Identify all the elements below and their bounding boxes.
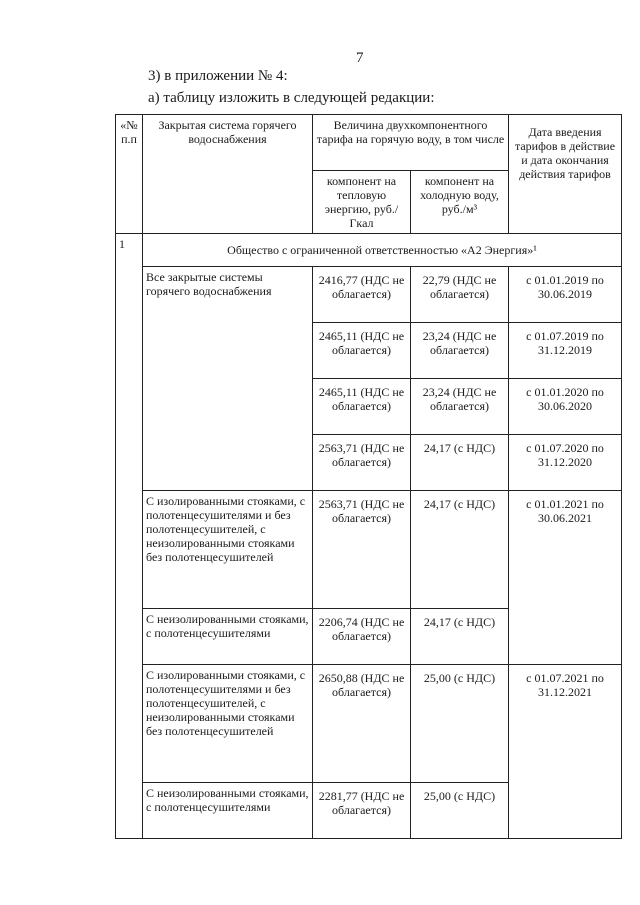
system-all: Все закрытые системы горячего водоснабжения (143, 267, 313, 491)
tariff-cold: 24,17 (с НДС) (411, 491, 509, 609)
system-uninsulated: С неизолированными стояками, с полотенцесушителями (143, 783, 313, 839)
tariff-cold: 22,79 (НДС не облагается) (411, 267, 509, 323)
header-dates: Дата введения тарифов в действие и дата окончания действия тарифов (509, 115, 622, 234)
row-number: 1 (116, 234, 143, 839)
tariff-table (115, 114, 622, 839)
tariff-cold: 23,24 (НДС не облагается) (411, 323, 509, 379)
tariff-period: с 01.01.2019 по 30.06.2019 (509, 267, 622, 323)
tariff-period: с 01.01.2021 по 30.06.2021 (509, 491, 622, 665)
header-heat-component: компонент на тепловую энергию, руб./Гкал (313, 171, 411, 234)
tariff-period: с 01.07.2021 по 31.12.2021 (509, 665, 622, 839)
tariff-heat: 2650,88 (НДС не облагается) (313, 665, 411, 783)
tariff-heat: 2563,71 (НДС не облагается) (313, 435, 411, 491)
header-system: Закрытая система горячего водоснабжения (143, 115, 313, 234)
system-insulated: С изолированными стояками, с полотенцесушителями и без полотенцесушителей, с неизолированными стояками без полотенцесушителей (143, 665, 313, 783)
amendment-item: 3) в приложении № 4: (148, 68, 288, 84)
header-cold-component: компонент на холодную воду, руб./м³ (411, 171, 509, 234)
header-tariff: Величина двухкомпонентного тарифа на горячую воду, в том числе (313, 115, 509, 171)
tariff-period: с 01.07.2020 по 31.12.2020 (509, 435, 622, 491)
tariff-heat: 2206,74 (НДС не облагается) (313, 609, 411, 665)
system-insulated: С изолированными стояками, с полотенцесушителями и без полотенцесушителей, с неизолированными стояками без полотенцесушителей (143, 491, 313, 609)
tariff-period: с 01.07.2019 по 31.12.2019 (509, 323, 622, 379)
tariff-cold: 25,00 (с НДС) (411, 665, 509, 783)
header-num: «№ п.п (116, 115, 143, 234)
tariff-heat: 2416,77 (НДС не облагается) (313, 267, 411, 323)
tariff-heat: 2465,11 (НДС не облагается) (313, 323, 411, 379)
company-name: Общество с ограниченной ответственностью «А2 Энергия»¹ (143, 234, 622, 267)
tariff-heat: 2465,11 (НДС не облагается) (313, 379, 411, 435)
tariff-period: с 01.01.2020 по 30.06.2020 (509, 379, 622, 435)
system-uninsulated: С неизолированными стояками, с полотенцесушителями (143, 609, 313, 665)
tariff-cold: 24,17 (с НДС) (411, 435, 509, 491)
tariff-heat: 2563,71 (НДС не облагается) (313, 491, 411, 609)
page-number: 7 (356, 50, 364, 66)
tariff-cold: 25,00 (с НДС) (411, 783, 509, 839)
tariff-cold: 23,24 (НДС не облагается) (411, 379, 509, 435)
amendment-subitem: а) таблицу изложить в следующей редакции: (148, 90, 435, 106)
tariff-cold: 24,17 (с НДС) (411, 609, 509, 665)
tariff-heat: 2281,77 (НДС не облагается) (313, 783, 411, 839)
